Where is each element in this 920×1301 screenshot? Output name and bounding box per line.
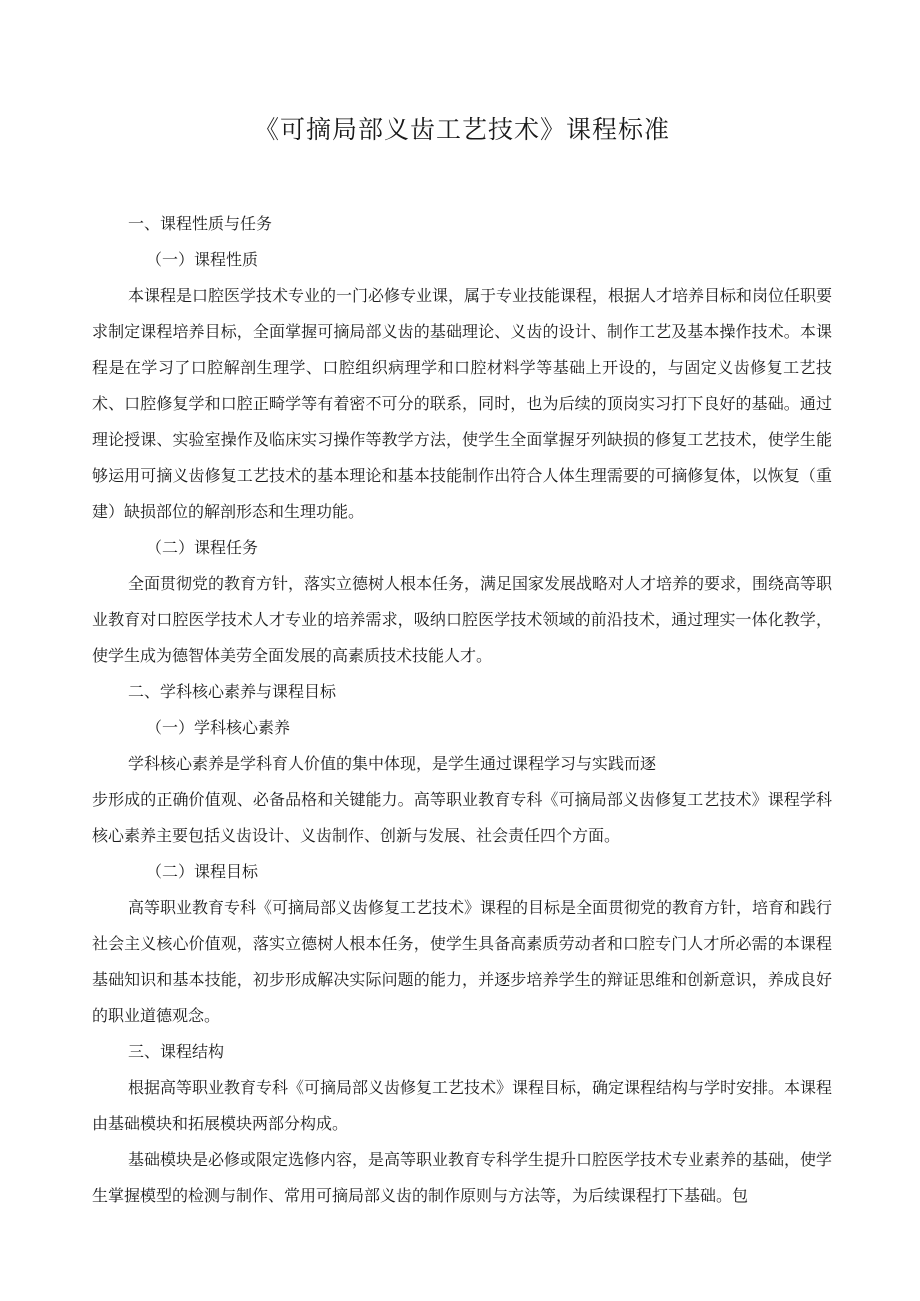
section-heading: 三、课程结构 (128, 1042, 225, 1061)
paragraph: 本课程是口腔医学技术专业的一门必修专业课，属于专业技能课程，根据人才培养目标和岗位任职要求制定课程培养目标，全面掌握可摘局部义齿的基础理论、义齿的设计、制作工艺及基本操作技术。本课程是在学习了口腔解剖生理学、口腔组织病理学和口腔材料学等基础上开设的，与固定义齿修复工艺技术、口腔修复学和口腔正畸学等有着密不可分的联系，同时，也为后续的顶岗实习打下良好的基础。通过理论授课、实验室操作及临床实习操作等教学方法，使学生全面掌握牙列缺损的修复工艺技术，使学生能够运用可摘义齿修复工艺技术的基本理论和基本技能制作出符合人体生理需要的可摘修复体，以恢复（重建）缺损部位的解剖形态和生理功能。 (92, 286, 833, 521)
section-course-structure (92, 1034, 832, 1214)
subsection-heading: （二）课程目标 (146, 862, 259, 881)
paragraph: 全面贯彻党的教育方针，落实立德树人根本任务，满足国家发展战略对人才培养的要求，围绕高等职业教育对口腔医学技术人才专业的培养需求，吸纳口腔医学技术领域的前沿技术，通过理实一体化教学，使学生成为德智体美劳全面发展的高素质技术技能人才。 (92, 574, 833, 665)
subsection-heading: （二）课程任务 (146, 538, 259, 557)
section-heading: 二、学科核心素养与课程目标 (128, 682, 337, 701)
subsection-heading: （一）课程性质 (146, 250, 259, 269)
section-heading: 一、课程性质与任务 (128, 214, 273, 233)
paragraph: 基础模块是必修或限定选修内容，是高等职业教育专科学生提升口腔医学技术专业素养的基础，使学生掌握模型的检测与制作、常用可摘局部义齿的制作原则与方法等，为后续课程打下基础。包 (92, 1150, 833, 1205)
paragraph: 高等职业教育专科《可摘局部义齿修复工艺技术》课程的目标是全面贯彻党的教育方针，培育和践行社会主义核心价值观，落实立德树人根本任务，使学生具备高素质劳动者和口腔专门人才所必需的本课程基础知识和基本技能，初步形成解决实际问题的能力，并逐步培养学生的辩证思维和创新意识，养成良好的职业道德观念。 (92, 898, 833, 1025)
subsection-heading: （一）学科核心素养 (146, 718, 291, 737)
paragraph: 学科核心素养是学科育人价值的集中体现，是学生通过课程学习与实践而逐 (128, 754, 657, 773)
paragraph: 根据高等职业教育专科《可摘局部义齿修复工艺技术》课程目标，确定课程结构与学时安排。本课程由基础模块和拓展模块两部分构成。 (92, 1078, 833, 1133)
document-title: 《可摘局部义齿工艺技术》课程标准 (253, 115, 670, 144)
section-core-literacy-and-goals (92, 674, 832, 1034)
section-course-nature-and-task (92, 206, 832, 674)
paragraph: 步形成的正确价值观、必备品格和关键能力。高等职业教育专科《可摘局部义齿修复工艺技术》课程学科核心素养主要包括义齿设计、义齿制作、创新与发展、社会责任四个方面。 (92, 790, 832, 845)
